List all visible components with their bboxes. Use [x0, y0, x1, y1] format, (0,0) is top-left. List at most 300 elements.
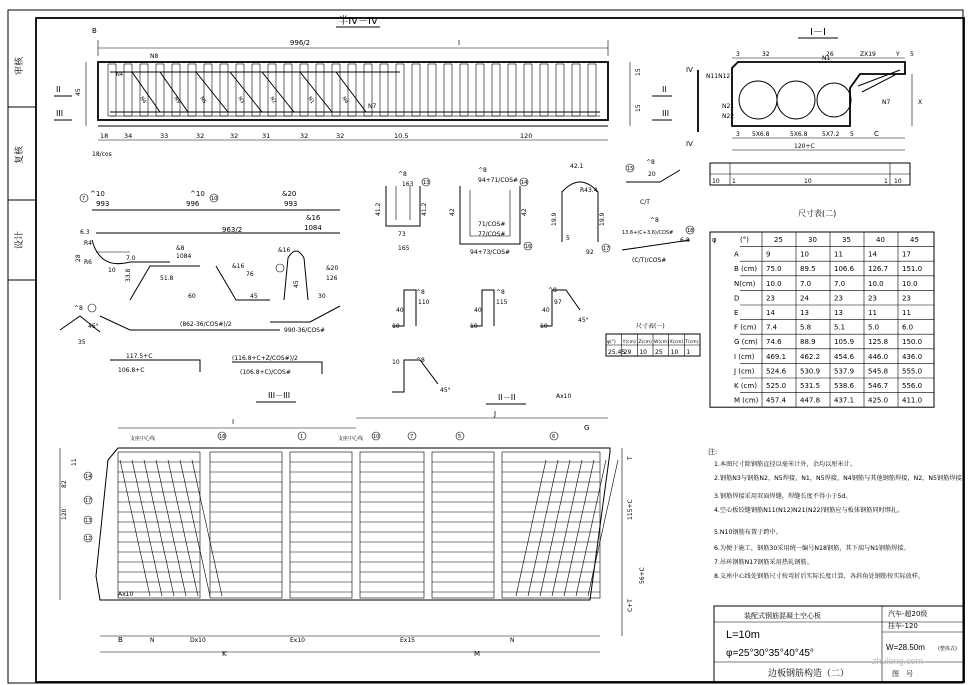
plan-bot-dx10: Dx10	[190, 637, 206, 644]
right-dim-a: 15	[635, 68, 642, 76]
small-table-cell: 1	[686, 349, 691, 356]
plan-skew-bar	[144, 460, 174, 596]
section-i-bar-row	[710, 163, 910, 185]
n9-text-b: 106.8+C	[118, 367, 145, 374]
note-6: 6.为便于施工，钢筋30采用统一编号N18钢筋，其下端与N1钢筋焊接。	[714, 545, 910, 552]
title-fig-no: 号	[906, 670, 913, 678]
i-bot-dim-3: 3	[736, 131, 740, 138]
note-8: 8.支座中心线处钢筋尺寸按弯折后实际长度计算，各斜角处钢筋按实际放样。	[714, 573, 925, 580]
dim-table-cell: 14	[766, 309, 775, 317]
s18-angle: ^8	[650, 217, 659, 224]
tag-n1: N1	[306, 95, 316, 105]
dim-table-cell: 545.8	[868, 367, 889, 376]
small-table-title: 尺寸表(一)	[636, 323, 665, 330]
section-iv-label-b: B	[92, 27, 97, 35]
bar-row-10c: 10	[894, 178, 902, 185]
plan-label-1: 1	[300, 434, 304, 440]
mark-iii-right: III	[662, 109, 670, 118]
bearing-line-right: 支座中心线	[338, 436, 364, 442]
section-iii-title: III－III	[268, 391, 291, 400]
label-n1-sec: N1	[822, 55, 831, 62]
s15-20: 20	[648, 171, 656, 178]
bottom-dim: 31	[262, 132, 271, 140]
section-ii-j: J	[494, 410, 497, 418]
dim-table-cell: 9	[766, 250, 771, 259]
title-width-note: (整体式)	[938, 646, 957, 652]
label-n21: N21	[722, 103, 735, 110]
dim-table-cell: 88.9	[800, 338, 816, 347]
s14-top: 94+71/COS#	[478, 177, 519, 184]
dim-table-cell: 126.7	[868, 265, 889, 274]
dim-table-cell: I (cm)	[734, 352, 755, 361]
bottom-dim: 32	[196, 132, 205, 140]
s20-10: 10	[470, 323, 478, 330]
small-table-header: Z(cm)	[638, 340, 652, 345]
misc-60: 60	[188, 293, 196, 300]
dim-table-cell: 105.9	[834, 338, 855, 347]
note-3: 3.钢筋焊接采用双面焊缝，焊缝长度不得小于5d。	[714, 493, 852, 500]
s17-radius: R43.4	[580, 187, 598, 194]
s13-h2: 41.2	[421, 202, 428, 216]
plan-skew-bar	[120, 460, 150, 596]
n4-angle: &16	[232, 263, 245, 270]
notes	[708, 447, 968, 580]
n10-angle: ^10	[190, 190, 205, 198]
i-top-dim-32: 32	[762, 51, 770, 58]
n8-label: &8	[176, 245, 185, 252]
dim-table-header: 35	[842, 236, 851, 244]
plan-left-14: 14	[85, 474, 92, 480]
small-table-header: X(cm)	[669, 340, 684, 345]
s18-6-8: 6.8	[680, 237, 690, 244]
s17-h1: 19.9	[551, 212, 558, 226]
dim-table-cell: B (cm)	[734, 265, 758, 274]
dim-table-cell: 10	[800, 250, 809, 259]
s14-h1: 42	[449, 208, 456, 216]
n19-len: 35	[78, 339, 86, 346]
label-n7: N7	[368, 103, 377, 110]
dim-table-cell: 11	[902, 309, 911, 317]
stirrup	[428, 64, 436, 116]
section-iv-height: 45	[75, 88, 82, 96]
s18-top: 13.6+(C+3.6)/COS#	[622, 230, 674, 236]
bottom-dim: 34	[124, 132, 133, 140]
s19-angle: ^8	[416, 289, 425, 296]
section-iv-title: 半IV－IV	[338, 16, 378, 27]
bottom-dim-row	[100, 132, 532, 140]
n2-sub: 30	[318, 293, 326, 300]
i-bot-dim-c: 5X7.2	[822, 131, 840, 138]
dim-table-cell: 11	[868, 309, 877, 317]
i-top-dim-3: 3	[736, 51, 740, 58]
n10-label: 10	[211, 196, 218, 202]
tag-n4b: N4	[340, 95, 350, 105]
bottom-dim: 18	[100, 132, 109, 140]
plan-left-13: 13	[85, 518, 92, 524]
stirrup-details	[375, 159, 694, 394]
plan-left-120: 120	[61, 508, 68, 520]
s17-label: 17	[603, 246, 610, 252]
plan-bot-m: M	[474, 650, 481, 658]
dim-table-cell: 14	[868, 250, 877, 259]
plan-skew-bar	[516, 460, 546, 596]
dim-table-title: 尺寸表(二)	[798, 209, 837, 218]
dim-table-cell: 530.9	[800, 367, 821, 376]
s20-angle: ^8	[496, 289, 505, 296]
dim-table-cell: 524.6	[766, 367, 787, 376]
plan-left-17: 17	[85, 498, 92, 504]
misc-6-3: 6.3	[80, 229, 90, 236]
tag-n4c: N4	[116, 72, 123, 78]
dim-table-cell: 5.1	[834, 323, 846, 332]
plan-skew-bar	[564, 460, 594, 596]
s13-73: 73	[398, 231, 406, 238]
s18-bottom: (C/T)/COS#	[632, 257, 667, 264]
s14-label: 14	[521, 180, 528, 186]
small-table-header: W(cm)	[654, 340, 669, 345]
dim-table-cell: 13	[834, 309, 843, 317]
n20b-len: 126	[326, 275, 338, 282]
stirrup	[540, 64, 548, 116]
n20b-label: &20	[326, 265, 339, 272]
plan-bot-n: N	[150, 637, 155, 644]
dim-table-cell: 411.0	[902, 396, 923, 405]
note-4: 4.空心板铰缝钢筋N11(N12)N21(N22)钢筋应与板体钢筋同时绑扎。	[714, 507, 904, 514]
i-bot-dim-c2: C	[874, 130, 879, 138]
dim-table-cell: 75.0	[766, 265, 782, 274]
plan-skew-bar	[540, 460, 570, 596]
n4-len: 76	[246, 271, 254, 278]
section-iv-label-i: I	[458, 39, 461, 47]
dim-table-cell: 531.5	[800, 382, 821, 390]
s14-bottom: 94+73/COS#	[470, 249, 511, 256]
dim-table-cell: 537.9	[834, 367, 855, 376]
small-table-cell: 25.45	[608, 349, 626, 356]
s22-45: 45°	[440, 387, 451, 394]
title-span: L=10m	[726, 629, 760, 641]
plan-bot-ex10: Ex10	[290, 637, 305, 644]
i-top-dim-zx19: ZX19	[860, 51, 876, 58]
s21-40: 40	[542, 307, 550, 314]
dim-table-cell: 23	[868, 294, 877, 303]
n3a-len: 963/2	[222, 226, 243, 234]
plan-left-ax10: Ax10	[118, 591, 134, 598]
plan-cage	[502, 452, 600, 598]
section-i-side-x: X	[918, 99, 923, 106]
stirrup	[588, 64, 596, 116]
dim-table-cell: 23	[766, 294, 775, 303]
label-n11n12: N11N12	[706, 73, 731, 80]
s21-angle: ^8	[548, 287, 557, 294]
n4-sub: 45	[250, 293, 258, 300]
dim-table-cell: 106.6	[834, 265, 855, 274]
n20-len: 993	[284, 200, 298, 208]
inner-frame	[36, 18, 964, 682]
dim-table-cell: 7.0	[834, 279, 846, 288]
s13-angle: ^8	[398, 171, 407, 178]
s17-top: 42.1	[570, 163, 584, 170]
dim-table-cell: J (cm)	[734, 367, 755, 376]
plan-left-82: 82	[61, 480, 68, 488]
plan-skew-bar	[168, 460, 198, 596]
side-label-design: 设计	[15, 230, 25, 250]
dim-table-cell: 454.6	[834, 352, 855, 361]
tag-n5: N5	[198, 95, 208, 105]
stirrup	[460, 64, 468, 116]
dim-table-cell: 125.8	[868, 338, 889, 347]
plan-right-56c: 56+C	[639, 567, 646, 584]
s16-label: 16	[525, 244, 532, 250]
plan-right-ct: C+T	[627, 599, 634, 612]
bottom-dim: 32	[336, 132, 345, 140]
dim-table-cell: 89.5	[800, 265, 816, 274]
side-label-check: 复核	[15, 145, 25, 165]
dim-table-cell: 150.0	[902, 338, 923, 347]
dim-table-cell: A	[734, 250, 739, 259]
plan-left-11: 11	[71, 458, 78, 466]
s13-top: 163	[402, 181, 414, 188]
s21-10: 10	[540, 323, 548, 330]
bottom-dim: 32	[230, 132, 239, 140]
dim-table-cell: 10.0	[766, 279, 782, 288]
i-bot-dim-5: 5	[850, 131, 854, 138]
s17-h2: 19.9	[599, 212, 606, 226]
s15-label: 15	[627, 166, 634, 172]
s15-angle: ^8	[646, 159, 655, 166]
dim-table-cell: F (cm)	[734, 323, 757, 332]
s22-10: 10	[392, 359, 400, 366]
title-block	[714, 606, 964, 682]
title-project: 装配式钢筋混凝土空心板	[744, 612, 821, 620]
title-load: 汽车-超20级	[888, 610, 928, 618]
section-ii-top: Ax10	[556, 393, 572, 400]
dim-table-cell: 13	[800, 309, 809, 317]
s13-165: 165	[398, 245, 410, 252]
note-5: 5.N10钢筋布置于跨中。	[714, 529, 782, 536]
void-1	[739, 81, 777, 119]
dim-table-cell: 538.6	[834, 382, 855, 390]
small-table-cell: 10	[639, 349, 647, 356]
dim-table-cell: 11	[834, 250, 843, 259]
dim-table-cell: 425.0	[868, 396, 889, 405]
dim-table-cell: 5.8	[800, 323, 812, 332]
i-top-dim-5: 5	[910, 51, 914, 58]
n20-label: &20	[282, 190, 297, 198]
bar-row-10b: 10	[804, 178, 812, 185]
i-top-dim-26: 26	[826, 51, 834, 58]
plan-bot-n2: N	[510, 637, 515, 644]
n19-sub: 45°	[88, 323, 99, 330]
dim-table-cell: 7.0	[800, 279, 812, 288]
dim-table-cell: 7.4	[766, 323, 778, 332]
small-table-header: T(cm)	[685, 340, 699, 345]
bearing-line-left: 支座中心线	[130, 436, 156, 442]
dim-table-cells	[710, 232, 934, 407]
misc-r4: R4	[84, 240, 92, 247]
tag-n2: N2	[268, 95, 278, 105]
dim-table-header: 45	[910, 236, 919, 244]
plan-skew-bar	[588, 460, 618, 596]
label-n8: N8	[150, 53, 159, 60]
plan-right-t: T	[627, 456, 634, 460]
small-table-header: φ(°)	[607, 340, 616, 345]
bottom-left-dim: 18/cos	[92, 151, 112, 158]
n19-angle: ^8	[74, 305, 83, 312]
dim-table-cell: 446.0	[868, 352, 889, 361]
n9-text-a: 117.5+C	[126, 353, 153, 360]
n8-len: 1084	[176, 253, 192, 260]
plan-cage	[360, 452, 424, 598]
s14-angle: ^8	[478, 167, 487, 174]
n10-len: 996	[186, 200, 200, 208]
section-iv-dim-top: 996/2	[289, 39, 311, 47]
s21-45: 45°	[578, 317, 589, 324]
tag-n4a: N4	[138, 95, 148, 105]
dim-table-cell: 546.7	[868, 382, 889, 390]
stirrup	[492, 64, 500, 116]
section-i-title: I－I	[810, 27, 826, 38]
section-i-mark-bottom: IV	[686, 140, 693, 148]
plan-label-10: 10	[373, 434, 380, 440]
dim-table-cell: M (cm)	[734, 396, 759, 405]
note-2: 2.钢筋N3与钢筋N2，N5焊接，N1，N5焊接，N4钢筋与其他钢筋焊接，N2，N5钢筋焊接。	[714, 475, 968, 482]
plan-grid	[118, 452, 618, 598]
dim-table-cell: E	[734, 309, 739, 317]
small-table-cell: 10	[670, 349, 679, 356]
dim-table-cell: 462.2	[800, 352, 821, 361]
small-table-header: Y(cm)	[622, 340, 636, 345]
plan-bot-k: K	[222, 650, 227, 658]
dim-table-cell: 436.0	[902, 352, 923, 361]
void-2	[777, 81, 815, 119]
dim-table-cell: 17	[902, 250, 911, 259]
section-iii-i: I	[232, 418, 235, 426]
dim-table-cell: 469.1	[766, 352, 787, 361]
n7-angle: ^10	[90, 190, 105, 198]
dim-table-cell: 23	[902, 294, 911, 303]
dim-table-cell: 24	[800, 294, 809, 303]
n2-angle: &16	[278, 247, 291, 254]
n2-len: 45	[293, 280, 300, 288]
dim-table-cell: 437.1	[834, 396, 855, 405]
void-3	[817, 83, 851, 117]
dim-table-cell: 151.0	[902, 265, 923, 274]
section-ii-g: G	[584, 424, 590, 432]
dim-table-unit: (°)	[740, 236, 749, 244]
s18-label: 18	[687, 228, 694, 234]
bottom-dim: 120	[520, 132, 533, 140]
note-1: 1.本图尺寸除钢筋直径以毫米计外，余均以厘米计。	[714, 461, 857, 468]
misc-7-0: 7.0	[126, 255, 136, 262]
dim-table-header: 25	[774, 236, 783, 244]
dim-table-cell: 5.0	[868, 323, 880, 332]
stirrup	[476, 64, 484, 116]
s21-97: 97	[554, 299, 562, 306]
rebar-shapes	[60, 190, 340, 376]
i-top-dim-y: Y	[896, 51, 900, 58]
stirrup	[556, 64, 564, 116]
tag-n9: N9	[172, 95, 182, 105]
plan-cage	[432, 452, 494, 598]
misc-33-8: 33.8	[125, 268, 132, 282]
i-bot-dim-b: 5X6.8	[790, 131, 808, 138]
misc-10: 10	[108, 267, 116, 274]
dim-table-cell: 23	[834, 294, 843, 303]
notes-title: 注:	[708, 448, 718, 456]
dim-table-cell: 525.0	[766, 382, 787, 390]
section-i-mark-top: IV	[686, 66, 693, 74]
note-7: 7.吊环钢筋N17钢筋采用热轧钢筋。	[714, 559, 813, 566]
plan-skew-bar	[180, 460, 210, 596]
plan-cage	[210, 452, 282, 598]
dim-table-cell: G (cm)	[734, 338, 758, 347]
mark-ii-right: II	[662, 85, 667, 94]
plan-outline	[96, 448, 610, 600]
stirrup	[444, 64, 452, 116]
n15-text-a: (116.8+C+Z/COS#)/2	[232, 355, 298, 362]
stirrup	[508, 64, 516, 116]
plan-skew-bar	[132, 460, 162, 596]
dim-table-cell: 447.8	[800, 396, 821, 405]
label-n22: N22	[722, 113, 735, 120]
s15-ct: C/T	[640, 199, 650, 206]
title-fig-label: 图	[892, 670, 899, 678]
dim-table-cell: 74.6	[766, 338, 782, 347]
stirrup	[524, 64, 532, 116]
s14-h2: 42	[521, 208, 528, 216]
s22-angle: ^8	[416, 357, 425, 364]
plan-skew-bar	[552, 460, 582, 596]
i-bot-dim-a: 5X6.8	[752, 131, 770, 138]
dim-table-cell: 556.0	[902, 382, 923, 390]
section-ii-title: II－II	[498, 393, 516, 402]
small-table-cell: 25	[655, 349, 663, 356]
s20-40: 40	[474, 307, 482, 314]
plan-left-12: 12	[85, 536, 92, 542]
stirrup	[412, 64, 420, 116]
tag-n3: N3	[236, 95, 246, 105]
bar-row-1a: 1	[732, 178, 736, 185]
plan-cage	[290, 452, 352, 598]
section-i-i	[686, 27, 922, 185]
n3-text: (862-36/COS#)/2	[180, 321, 232, 328]
dim-table-cell: 10.0	[902, 279, 918, 288]
plan-label-5: 5	[458, 434, 462, 440]
plan-right-115c: 115+C	[627, 499, 634, 520]
title-width: W=28.50m	[886, 643, 925, 652]
bottom-dim: 33	[160, 132, 169, 140]
plan-bot-b: B	[118, 636, 123, 644]
title-load2: 挂车-120	[888, 622, 918, 630]
i-bot-dim-total: 120+C	[794, 143, 815, 150]
s19-110: 110	[418, 299, 430, 306]
plan-view	[60, 391, 646, 658]
title-angle: φ=25°30°35°40°45°	[726, 648, 814, 659]
misc-28: 28	[75, 254, 82, 262]
plan-label-6: 6	[552, 434, 556, 440]
dim-table-phi: φ	[712, 236, 717, 244]
s19-10: 10	[392, 323, 400, 330]
watermark: zhulong.com	[872, 656, 924, 666]
bar-row-10a: 10	[712, 178, 720, 185]
s14-mid2: 77/COS#	[478, 231, 506, 238]
dim-table-cell: N(cm)	[734, 279, 756, 288]
plan-skew-bar	[156, 460, 186, 596]
small-table-cell: 29	[623, 349, 632, 356]
mark-iii-left: III	[56, 109, 64, 118]
n16-label: &16	[306, 214, 321, 222]
bent-bars	[110, 72, 600, 116]
